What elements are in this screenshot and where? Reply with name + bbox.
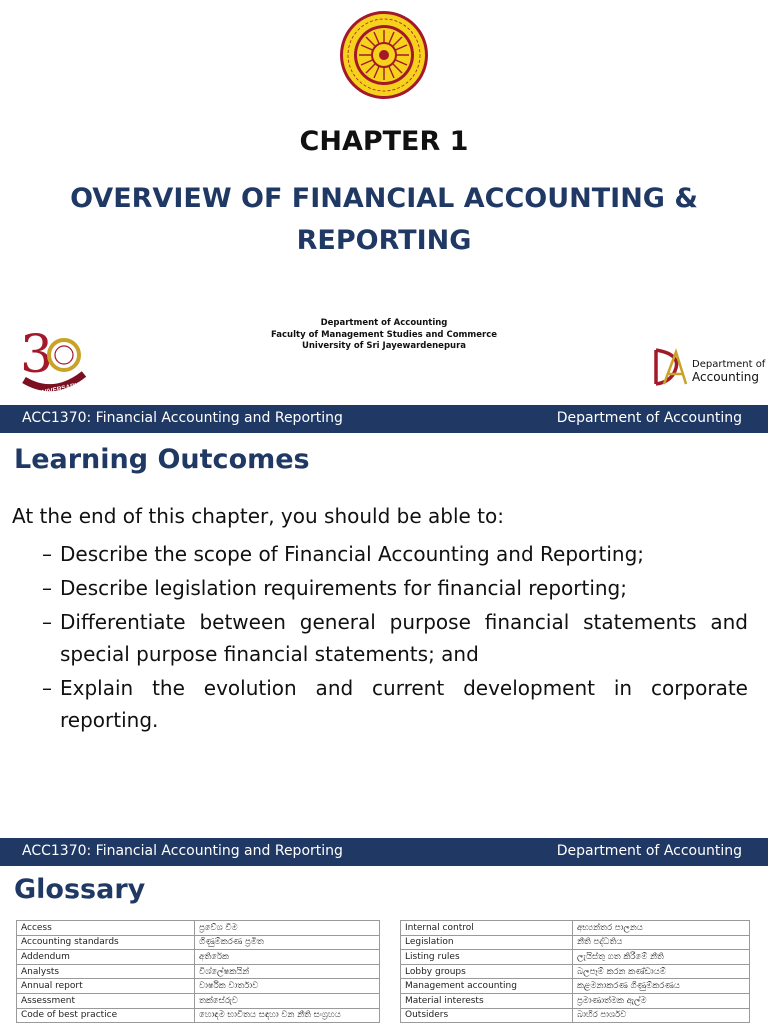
dash-bullet: –	[42, 610, 52, 634]
term-si: කළමනාකරණ ගිණුම්කරණය	[573, 979, 750, 994]
chapter-title-line2: REPORTING	[296, 225, 472, 256]
term-en: Analysts	[17, 964, 195, 979]
slide-header-bar	[0, 405, 768, 433]
dash-bullet: –	[42, 576, 52, 600]
term-si: විශ්ලේෂකයින්	[195, 964, 380, 979]
glossary-table-right	[400, 920, 750, 1023]
term-en: Listing rules	[401, 950, 573, 965]
list-item	[42, 606, 748, 670]
table-row	[401, 964, 750, 979]
course-title: ACC1370: Financial Accounting and Reporting	[22, 410, 343, 426]
learning-outcomes-intro: At the end of this chapter, you should be able to:	[12, 504, 505, 528]
outcome-text: Describe legislation requirements for financial reporting;	[60, 576, 627, 600]
table-row	[401, 993, 750, 1008]
chapter-label: CHAPTER 1	[299, 126, 469, 157]
list-item	[42, 538, 748, 570]
university-seal-logo	[339, 10, 429, 100]
term-en: Accounting standards	[17, 935, 195, 950]
slide-header-bar	[0, 838, 768, 866]
outcome-text: Differentiate between general purpose financial statements and special purpose financial statements; and	[60, 610, 748, 666]
table-row	[401, 935, 750, 950]
term-en: Management accounting	[401, 979, 573, 994]
list-item	[42, 572, 748, 604]
term-si: නීති පද්ධතිය	[573, 935, 750, 950]
table-row	[401, 1008, 750, 1023]
chapter-title	[40, 178, 728, 262]
term-en: Annual report	[17, 979, 195, 994]
department-accounting-text	[692, 358, 765, 384]
term-si: ප්‍රමාණාත්මක ඇල්ම	[573, 993, 750, 1008]
term-en: Internal control	[401, 921, 573, 936]
table-row	[17, 993, 380, 1008]
term-en: Legislation	[401, 935, 573, 950]
term-en: Code of best practice	[17, 1008, 195, 1023]
term-en: Outsiders	[401, 1008, 573, 1023]
course-title: ACC1370: Financial Accounting and Reporting	[22, 843, 343, 859]
learning-outcomes-list	[42, 538, 748, 738]
term-si: ප්‍රවේශ වීම	[195, 921, 380, 936]
department-name: Department of Accounting	[320, 318, 448, 328]
da-line2: Accounting	[692, 370, 760, 384]
table-row	[401, 979, 750, 994]
term-si: ලැයිස්තු ගත කිරීමේ නීති	[573, 950, 750, 965]
term-si: අභ්‍යන්තර පාලනය	[573, 921, 750, 936]
term-si: හොඳම භාවිතය සඳහා වන නීති සංග්‍රහය	[195, 1008, 380, 1023]
term-en: Assessment	[17, 993, 195, 1008]
term-si: තක්සේරුව	[195, 993, 380, 1008]
table-row	[17, 950, 380, 965]
table-row	[17, 964, 380, 979]
faculty-name: Faculty of Management Studies and Commerce	[270, 329, 498, 340]
anniversary-text: ANNIVERSARY	[32, 381, 80, 399]
department-label: Department of Accounting	[556, 843, 742, 859]
term-si: ගිණුම්කරණ ප්‍රමිත	[195, 935, 380, 950]
term-si: වාර්ෂික වාර්තාව	[195, 979, 380, 994]
table-row	[401, 950, 750, 965]
term-si: අතිරේක	[195, 950, 380, 965]
term-en: Material interests	[401, 993, 573, 1008]
term-si: බලපෑම් කරන කණ්ඩායම්	[573, 964, 750, 979]
dash-bullet: –	[42, 676, 52, 700]
glossary-table-left	[16, 920, 380, 1023]
list-item	[42, 672, 748, 736]
svg-text:3: 3	[20, 325, 54, 385]
da-line1: Department of	[692, 359, 766, 370]
outcome-text: Describe the scope of Financial Accounting and Reporting;	[60, 542, 645, 566]
dash-bullet: –	[42, 542, 52, 566]
outcome-text: Explain the evolution and current development in corporate reporting.	[60, 676, 748, 732]
term-en: Access	[17, 921, 195, 936]
learning-outcomes-heading: Learning Outcomes	[14, 444, 310, 475]
university-name: University of Sri Jayewardenepura	[301, 341, 467, 351]
term-si: බාහිර පාර්ශව	[573, 1008, 750, 1023]
chapter-title-line1: OVERVIEW OF FINANCIAL ACCOUNTING &	[70, 183, 698, 214]
term-en: Lobby groups	[401, 964, 573, 979]
table-row	[401, 921, 750, 936]
glossary-heading: Glossary	[14, 874, 146, 905]
table-row	[17, 1008, 380, 1023]
title-slide	[0, 0, 768, 405]
department-label: Department of Accounting	[556, 410, 742, 426]
table-row	[17, 979, 380, 994]
table-row	[17, 935, 380, 950]
department-info	[234, 318, 534, 353]
anniversary-logo	[18, 322, 90, 400]
term-en: Addendum	[17, 950, 195, 965]
table-row	[17, 921, 380, 936]
